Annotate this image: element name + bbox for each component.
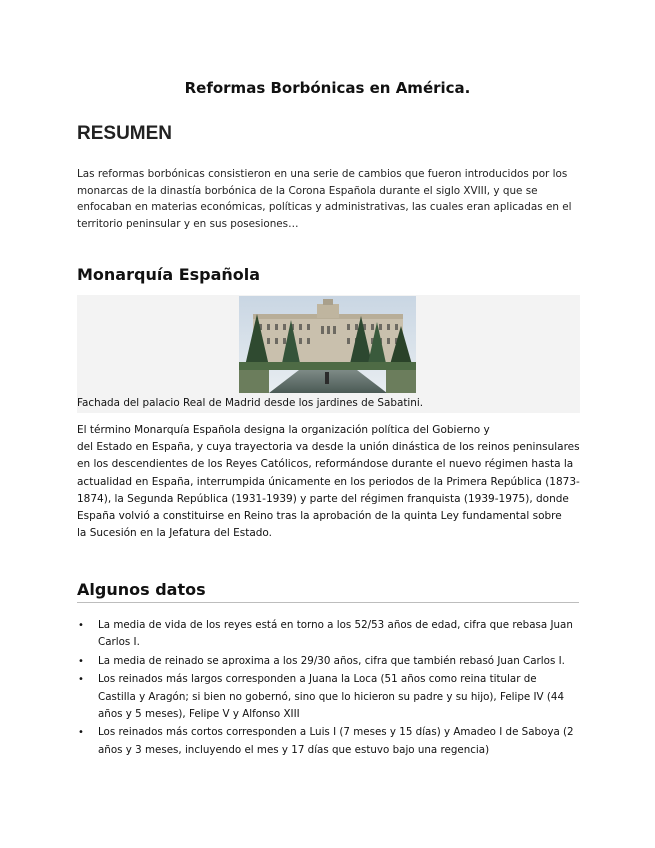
list-item-line: Castilla y Aragón; si bien no gobernó, sino que lo hicieron su padre y su hijo), Felipe IV (44	[98, 690, 564, 703]
document-title: Reformas Borbónicas en América.	[184, 79, 471, 97]
resumen-heading: RESUMEN	[77, 123, 173, 144]
list-item	[77, 671, 582, 723]
paragraph-line: actualidad en España, interrumpida únicamente en los periodos de la Primera República (1873-	[77, 475, 580, 488]
paragraph-line: España volvió a constituirse en Reino tras la aprobación de la quinta Ley fundamental sobre	[77, 510, 562, 523]
summary-line: territorio peninsular y en sus posesiones…	[77, 217, 299, 230]
datos-heading: Algunos datos	[77, 580, 206, 599]
list-item-line: años y 5 meses), Felipe V y Alfonso XIII	[98, 708, 300, 721]
bullet-icon: •	[78, 620, 84, 631]
monarquia-heading: Monarquía Española	[77, 265, 261, 284]
bullet-icon: •	[78, 674, 84, 686]
list-item-line: La media de vida de los reyes está en torno a los 52/53 años de edad, cifra que rebasa Juan	[98, 619, 573, 631]
paragraph-line: El término Monarquía Española designa la organización política del Gobierno y	[77, 424, 490, 436]
datos-list	[77, 617, 582, 760]
monarquia-paragraph	[77, 422, 579, 542]
bullet-icon: •	[78, 727, 84, 739]
summary-paragraph	[77, 166, 577, 232]
summary-line: Las reformas borbónicas consistieron en una serie de cambios que fueron introducidos por los	[77, 168, 568, 180]
list-item-line: La media de reinado se aproxima a los 29/30 años, cifra que también rebasó Juan Carlos I.	[98, 654, 565, 667]
palace-photo	[239, 296, 416, 393]
bullet-icon: •	[78, 655, 84, 667]
image-caption: Fachada del palacio Real de Madrid desde los jardines de Sabatini.	[77, 397, 424, 409]
paragraph-line: la Sucesión en la Jefatura del Estado.	[77, 527, 273, 540]
paragraph-line: en los descendientes de los Reyes Católicos, reformándose durante el nuevo régimen hasta la	[77, 458, 574, 471]
list-item-line: años y 3 meses, incluyendo el mes y 17 días que estuvo bajo una regencia)	[98, 743, 490, 756]
list-item-line: Los reinados más cortos corresponden a Luis I (7 meses y 15 días) y Amadeo I de Saboya (2	[98, 726, 574, 739]
list-item	[77, 617, 582, 652]
paragraph-line: 1874), la Segunda República (1931-1939) y parte del régimen franquista (1939-1975), donde	[77, 492, 569, 505]
list-item	[77, 724, 582, 759]
heading-underline	[77, 602, 579, 603]
summary-line: enfocaban en materias económicas, políticas y administrativas, las cuales eran aplicadas en el	[77, 201, 572, 214]
list-item	[77, 653, 582, 670]
summary-line: monarcas de la dinastía borbónica de la Corona Española durante el siglo XVIII, y que se	[77, 184, 538, 197]
paragraph-line: del Estado en España, y cuya trayectoria va desde la unión dinástica de los reinos peninsulares	[77, 441, 580, 454]
list-item-line: Los reinados más largos corresponden a Juana la Loca (51 años como reina titular de	[98, 673, 537, 686]
list-item-line: Carlos I.	[98, 636, 140, 649]
